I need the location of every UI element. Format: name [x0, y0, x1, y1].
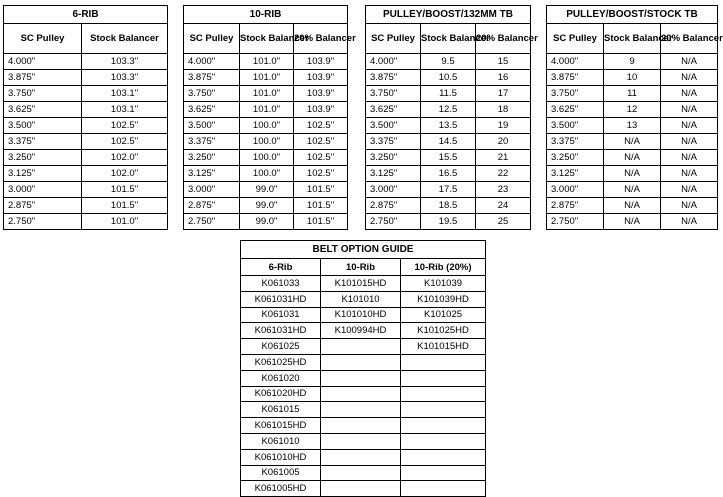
- table-cell: 3.250": [366, 150, 421, 166]
- table-cell: 3.750": [184, 86, 240, 102]
- table-row: [547, 182, 718, 198]
- table-cell: [401, 465, 486, 481]
- table-cell: 13.5: [421, 118, 476, 134]
- table-cell: 103.3": [82, 70, 168, 86]
- table-cell: 4.000": [366, 54, 421, 70]
- table-row: [184, 198, 348, 214]
- table-row: [184, 102, 348, 118]
- table-cell: K061020: [241, 370, 321, 386]
- table-cell: K061025: [241, 339, 321, 355]
- table-cell: K101025HD: [401, 323, 486, 339]
- column-header: 20% Balancer: [476, 24, 531, 54]
- table-row: [241, 291, 486, 307]
- table-row: [366, 118, 531, 134]
- table-cell: [321, 402, 401, 418]
- table-cell: [401, 481, 486, 497]
- table-cell: 15: [476, 54, 531, 70]
- table-cell: K101015HD: [401, 339, 486, 355]
- column-header: Stock Balancer: [604, 24, 661, 54]
- table-cell: K061005HD: [241, 481, 321, 497]
- table-cell: 102.5": [294, 118, 348, 134]
- table-cell: 103.1": [82, 86, 168, 102]
- table-row: [366, 182, 531, 198]
- table-cell: [321, 433, 401, 449]
- table-cell: K061025HD: [241, 354, 321, 370]
- table-cell: 2.750": [366, 214, 421, 230]
- table-row: [241, 276, 486, 292]
- table-cell: 3.375": [4, 134, 82, 150]
- table-cell: [401, 449, 486, 465]
- table-cell: 100.0": [240, 166, 294, 182]
- table-cell: K061010: [241, 433, 321, 449]
- table-cell: N/A: [604, 182, 661, 198]
- table-cell: 3.625": [366, 102, 421, 118]
- table-cell: 19: [476, 118, 531, 134]
- table-cell: 101.5": [82, 182, 168, 198]
- table-cell: 3.250": [184, 150, 240, 166]
- table-cell: 22: [476, 166, 531, 182]
- table-cell: 17.5: [421, 182, 476, 198]
- column-header: 10-Rib (20%): [401, 259, 486, 276]
- table-cell: 3.250": [547, 150, 604, 166]
- table-cell: N/A: [661, 166, 718, 182]
- table-title: 10-RIB: [184, 6, 348, 24]
- table-cell: N/A: [604, 134, 661, 150]
- table-cell: 102.0": [82, 150, 168, 166]
- table-cell: 3.875": [366, 70, 421, 86]
- table-cell: K101039: [401, 276, 486, 292]
- table-cell: K101015HD: [321, 276, 401, 292]
- table-row: [547, 214, 718, 230]
- table-cell: 3.875": [184, 70, 240, 86]
- table-row: [184, 182, 348, 198]
- table-cell: [401, 370, 486, 386]
- table-cell: N/A: [661, 70, 718, 86]
- table-cell: 12: [604, 102, 661, 118]
- table-cell: 99.0": [240, 182, 294, 198]
- table-cell: 18.5: [421, 198, 476, 214]
- table-cell: K061005: [241, 465, 321, 481]
- column-header: Stock Balancer: [240, 24, 294, 54]
- table-cell: N/A: [661, 214, 718, 230]
- table-cell: [321, 386, 401, 402]
- table-cell: 3.875": [547, 70, 604, 86]
- table-row: [241, 465, 486, 481]
- table-cell: 3.375": [366, 134, 421, 150]
- table-cell: 2.875": [184, 198, 240, 214]
- table-cell: 10.5: [421, 70, 476, 86]
- table-cell: 3.125": [4, 166, 82, 182]
- table-6-rib: [3, 5, 168, 230]
- column-header: 10-Rib: [321, 259, 401, 276]
- table-cell: 102.5": [82, 134, 168, 150]
- table-cell: K061015HD: [241, 418, 321, 434]
- table-row: [241, 418, 486, 434]
- table-cell: 3.000": [184, 182, 240, 198]
- table-cell: 2.875": [4, 198, 82, 214]
- table-cell: 103.9": [294, 102, 348, 118]
- table-cell: N/A: [661, 150, 718, 166]
- table-cell: 100.0": [240, 150, 294, 166]
- table-row: [241, 481, 486, 497]
- column-header: SC Pulley: [366, 24, 421, 54]
- table-cell: 2.875": [547, 198, 604, 214]
- table-row: [366, 54, 531, 70]
- table-title: BELT OPTION GUIDE: [241, 241, 486, 259]
- table-cell: 23: [476, 182, 531, 198]
- table-row: [184, 86, 348, 102]
- table-cell: 101.5": [82, 198, 168, 214]
- table-cell: [321, 481, 401, 497]
- table-row: [184, 150, 348, 166]
- table-cell: 2.875": [366, 198, 421, 214]
- table-row: [547, 150, 718, 166]
- table-cell: [401, 433, 486, 449]
- table-cell: 3.625": [184, 102, 240, 118]
- column-header: SC Pulley: [184, 24, 240, 54]
- table-row: [241, 354, 486, 370]
- table-cell: 11.5: [421, 86, 476, 102]
- table-cell: 3.375": [547, 134, 604, 150]
- table-cell: 25: [476, 214, 531, 230]
- table-cell: 16.5: [421, 166, 476, 182]
- table-cell: 103.3": [82, 54, 168, 70]
- column-header: SC Pulley: [547, 24, 604, 54]
- table-row: [4, 150, 168, 166]
- table-belt-option-guide: [240, 240, 486, 497]
- table-cell: 18: [476, 102, 531, 118]
- table-cell: 20: [476, 134, 531, 150]
- table-cell: 101.0": [240, 102, 294, 118]
- table-cell: K100994HD: [321, 323, 401, 339]
- table-row: [184, 70, 348, 86]
- table-row: [184, 166, 348, 182]
- table-cell: 3.875": [4, 70, 82, 86]
- table-cell: 99.0": [240, 214, 294, 230]
- table-cell: K061015: [241, 402, 321, 418]
- table-cell: 100.0": [240, 134, 294, 150]
- column-header: Stock Balancer: [82, 24, 168, 54]
- table-row: [4, 214, 168, 230]
- table-cell: [321, 354, 401, 370]
- table-cell: N/A: [661, 54, 718, 70]
- table-cell: 3.125": [184, 166, 240, 182]
- table-row: [547, 102, 718, 118]
- table-title: 6-RIB: [4, 6, 168, 24]
- table-cell: 3.000": [4, 182, 82, 198]
- column-header: SC Pulley: [4, 24, 82, 54]
- table-row: [4, 198, 168, 214]
- table-cell: [321, 370, 401, 386]
- table-row: [241, 402, 486, 418]
- table-row: [241, 449, 486, 465]
- table-row: [4, 102, 168, 118]
- table-cell: 3.375": [184, 134, 240, 150]
- table-row: [241, 370, 486, 386]
- table-cell: [401, 386, 486, 402]
- table-cell: 103.9": [294, 54, 348, 70]
- table-cell: 16: [476, 70, 531, 86]
- table-row: [4, 86, 168, 102]
- table-cell: K101039HD: [401, 291, 486, 307]
- table-cell: N/A: [604, 198, 661, 214]
- table-10-rib: [183, 5, 356, 230]
- table-cell: 101.0": [240, 86, 294, 102]
- table-row: [241, 433, 486, 449]
- table-cell: 3.750": [547, 86, 604, 102]
- table-cell: K061020HD: [241, 386, 321, 402]
- table-cell: K101010: [321, 291, 401, 307]
- table-cell: 101.5": [294, 198, 348, 214]
- table-row: [4, 166, 168, 182]
- table-cell: 3.625": [547, 102, 604, 118]
- table-row: [366, 134, 531, 150]
- table-cell: 101.0": [240, 54, 294, 70]
- table-cell: 3.500": [184, 118, 240, 134]
- column-header: 20% Balancer: [294, 24, 348, 54]
- table-cell: 101.0": [240, 70, 294, 86]
- table-cell: 102.5": [82, 118, 168, 134]
- table-cell: 2.750": [4, 214, 82, 230]
- table-row: [241, 386, 486, 402]
- table-cell: 3.000": [547, 182, 604, 198]
- table-cell: 102.5": [294, 166, 348, 182]
- table-cell: 3.750": [4, 86, 82, 102]
- table-cell: 14.5: [421, 134, 476, 150]
- table-cell: [401, 418, 486, 434]
- table-cell: [321, 449, 401, 465]
- table-cell: N/A: [661, 86, 718, 102]
- table-cell: 2.750": [547, 214, 604, 230]
- table-cell: 4.000": [184, 54, 240, 70]
- table-row: [366, 102, 531, 118]
- table-cell: 102.0": [82, 166, 168, 182]
- table-cell: 19.5: [421, 214, 476, 230]
- table-cell: [401, 354, 486, 370]
- table-cell: 12.5: [421, 102, 476, 118]
- table-cell: N/A: [661, 134, 718, 150]
- table-cell: N/A: [604, 166, 661, 182]
- table-row: [366, 198, 531, 214]
- table-cell: 101.5": [294, 214, 348, 230]
- table-row: [184, 214, 348, 230]
- table-cell: K061031HD: [241, 291, 321, 307]
- table-row: [547, 198, 718, 214]
- table-cell: 3.125": [366, 166, 421, 182]
- table-cell: 100.0": [240, 118, 294, 134]
- table-cell: N/A: [604, 214, 661, 230]
- table-row: [184, 134, 348, 150]
- table-cell: [321, 339, 401, 355]
- table-cell: 3.625": [4, 102, 82, 118]
- table-cell: 3.125": [547, 166, 604, 182]
- table-cell: 9: [604, 54, 661, 70]
- table-row: [4, 134, 168, 150]
- table-row: [4, 70, 168, 86]
- table-cell: 3.750": [366, 86, 421, 102]
- table-row: [184, 54, 348, 70]
- table-cell: 11: [604, 86, 661, 102]
- table-boost-stock-tb: [546, 5, 723, 230]
- table-row: [241, 339, 486, 355]
- table-cell: 3.500": [547, 118, 604, 134]
- table-row: [4, 118, 168, 134]
- table-cell: N/A: [661, 182, 718, 198]
- table-cell: K061033: [241, 276, 321, 292]
- table-row: [366, 166, 531, 182]
- table-row: [547, 70, 718, 86]
- table-row: [366, 150, 531, 166]
- table-cell: K061031: [241, 307, 321, 323]
- table-row: [547, 86, 718, 102]
- table-cell: N/A: [661, 198, 718, 214]
- table-cell: 10: [604, 70, 661, 86]
- table-cell: 21: [476, 150, 531, 166]
- table-cell: [321, 465, 401, 481]
- column-header: Stock Balancer: [421, 24, 476, 54]
- table-row: [547, 54, 718, 70]
- table-cell: 24: [476, 198, 531, 214]
- table-cell: 3.250": [4, 150, 82, 166]
- table-cell: 99.0": [240, 198, 294, 214]
- table-row: [4, 182, 168, 198]
- table-cell: 3.500": [4, 118, 82, 134]
- table-row: [366, 214, 531, 230]
- table-cell: K101010HD: [321, 307, 401, 323]
- table-cell: 102.5": [294, 150, 348, 166]
- table-cell: K061031HD: [241, 323, 321, 339]
- table-cell: 4.000": [547, 54, 604, 70]
- table-cell: 9.5: [421, 54, 476, 70]
- table-cell: K101025: [401, 307, 486, 323]
- table-row: [4, 54, 168, 70]
- table-cell: N/A: [604, 150, 661, 166]
- column-header: 6-Rib: [241, 259, 321, 276]
- table-cell: 102.5": [294, 134, 348, 150]
- table-cell: [401, 402, 486, 418]
- table-title: PULLEY/BOOST/132MM TB: [366, 6, 531, 24]
- table-cell: 103.9": [294, 86, 348, 102]
- table-cell: N/A: [661, 102, 718, 118]
- table-cell: 2.750": [184, 214, 240, 230]
- table-cell: 103.1": [82, 102, 168, 118]
- table-cell: K061010HD: [241, 449, 321, 465]
- table-cell: 3.500": [366, 118, 421, 134]
- table-cell: 103.9": [294, 70, 348, 86]
- table-boost-132mm-tb: [365, 5, 538, 230]
- table-cell: 15.5: [421, 150, 476, 166]
- table-row: [366, 86, 531, 102]
- table-cell: 3.000": [366, 182, 421, 198]
- table-cell: 13: [604, 118, 661, 134]
- column-header: 20% Balancer: [661, 24, 718, 54]
- table-row: [547, 166, 718, 182]
- table-row: [241, 307, 486, 323]
- table-cell: [321, 418, 401, 434]
- table-row: [547, 118, 718, 134]
- table-row: [547, 134, 718, 150]
- table-cell: N/A: [661, 118, 718, 134]
- table-cell: 101.5": [294, 182, 348, 198]
- table-cell: 101.0": [82, 214, 168, 230]
- table-cell: 4.000": [4, 54, 82, 70]
- table-cell: 17: [476, 86, 531, 102]
- table-row: [366, 70, 531, 86]
- table-row: [184, 118, 348, 134]
- table-title: PULLEY/BOOST/STOCK TB: [547, 6, 718, 24]
- table-row: [241, 323, 486, 339]
